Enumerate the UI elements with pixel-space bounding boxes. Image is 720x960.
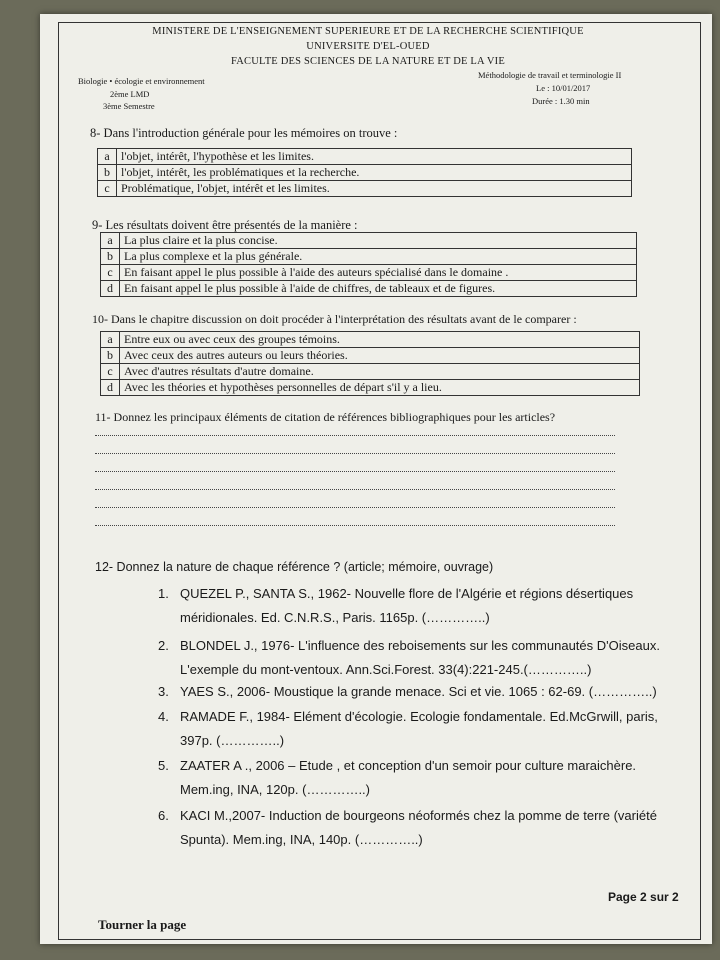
reference-number: 5. [158,758,169,773]
turn-page-note: Tourner la page [98,917,187,932]
reference-text: YAES S., 2006- Moustique la grande menace. Sci et vie. 1065 : 62-69. (…………..) [180,684,657,699]
question-8-options [97,148,632,197]
option-letter: a [101,233,120,249]
exam-duration: Durée : 1.30 min [532,96,590,106]
reference-text: KACI M.,2007- Induction de bourgeons néoformés chez la pomme de terre (variété Spunta). Mem.ing, INA, 140p. (…………..) [180,808,657,847]
reference-text: ZAATER A ., 2006 – Etude , et conception d'un semoir pour culture maraichère. Mem.ing, INA, 120p. (…………..) [180,758,637,797]
reference-text: RAMADE F., 1984- Elément d'écologie. Ecologie fondamentale. Ed.McGrwill, paris, 397p. (…………..) [180,709,658,748]
option-row[interactable] [98,149,632,165]
answer-line[interactable] [95,434,615,436]
question-8: 8- Dans l'introduction générale pour les mémoires on trouve : [90,126,398,140]
reference-number: 6. [158,808,169,823]
answer-line[interactable] [95,524,615,526]
option-text: En faisant appel le plus possible à l'aide de chiffres, de tableaux et de figures. [120,281,637,297]
option-letter: b [98,165,117,181]
option-row[interactable] [98,181,632,197]
answer-line[interactable] [95,506,615,508]
option-row[interactable] [101,348,640,364]
question-10-options [100,331,640,396]
option-text: La plus complexe et la plus générale. [120,249,637,265]
option-text: l'objet, intérêt, les problématiques et la recherche. [117,165,632,181]
option-text: Entre eux ou avec ceux des groupes témoins. [120,332,640,348]
reference-item [158,754,678,804]
reference-item [158,680,678,706]
answer-line[interactable] [95,488,615,490]
option-letter: b [101,348,120,364]
option-text: l'objet, intérêt, l'hypothèse et les limites. [117,149,632,165]
option-letter: a [98,149,117,165]
question-12: 12- Donnez la nature de chaque référence ? (article; mémoire, ouvrage) [95,560,494,574]
reference-item [158,634,678,684]
question-11: 11- Donnez les principaux éléments de citation de références bibliographiques pour les articles? [95,410,556,424]
page-number: Page 2 sur 2 [608,890,679,904]
option-letter: b [101,249,120,265]
option-row[interactable] [101,233,637,249]
option-row[interactable] [98,165,632,181]
reference-item [158,804,678,854]
option-letter: c [98,181,117,197]
reference-number: 1. [158,586,169,601]
faculty-name: FACULTE DES SCIENCES DE LA NATURE ET DE LA VIE [231,56,505,67]
option-row[interactable] [101,281,637,297]
reference-number: 3. [158,684,169,699]
course-level: 2ème LMD [110,89,150,99]
option-text: Avec d'autres résultats d'autre domaine. [120,364,640,380]
course-field: Biologie • écologie et environnement [78,76,205,86]
exam-date: Le : 10/01/2017 [536,83,591,93]
option-row[interactable] [101,249,637,265]
option-row[interactable] [101,332,640,348]
university-name: UNIVERSITE D'EL-OUED [306,41,430,52]
reference-item [158,582,678,632]
option-letter: c [101,265,120,281]
option-letter: c [101,364,120,380]
option-text: En faisant appel le plus possible à l'aide des auteurs spécialisé dans le domaine . [120,265,637,281]
option-text: La plus claire et la plus concise. [120,233,637,249]
subject-name: Méthodologie de travail et terminologie II [478,70,622,80]
option-row[interactable] [101,380,640,396]
option-letter: a [101,332,120,348]
question-9-options [100,232,637,297]
question-9: 9- Les résultats doivent être présentés de la manière : [92,218,358,232]
option-letter: d [101,380,120,396]
option-text: Problématique, l'objet, intérêt et les limites. [117,181,632,197]
option-row[interactable] [101,265,637,281]
course-semester: 3ème Semestre [103,101,155,111]
option-letter: d [101,281,120,297]
option-text: Avec ceux des autres auteurs ou leurs théories. [120,348,640,364]
option-text: Avec les théories et hypothèses personnelles de départ s'il y a lieu. [120,380,640,396]
answer-line[interactable] [95,470,615,472]
reference-number: 4. [158,709,169,724]
ministry-title: MINISTERE DE L'ENSEIGNEMENT SUPERIEURE ET DE LA RECHERCHE SCIENTIFIQUE [152,26,584,37]
reference-text: QUEZEL P., SANTA S., 1962- Nouvelle flore de l'Algérie et régions désertiques méridionales. Ed. C.N.R.S., Paris. 1165p. (…………..) [180,586,634,625]
answer-line[interactable] [95,452,615,454]
reference-text: BLONDEL J., 1976- L'influence des reboisements sur les communautés D'Oiseaux. L'exemple du mont-ventoux. Ann.Sci.Forest. 33(4):221-245.(…………..) [180,638,660,677]
option-row[interactable] [101,364,640,380]
question-10: 10- Dans le chapitre discussion on doit procéder à l'interprétation des résultats avant de le comparer : [92,312,577,326]
reference-number: 2. [158,638,169,653]
reference-item [158,705,678,755]
